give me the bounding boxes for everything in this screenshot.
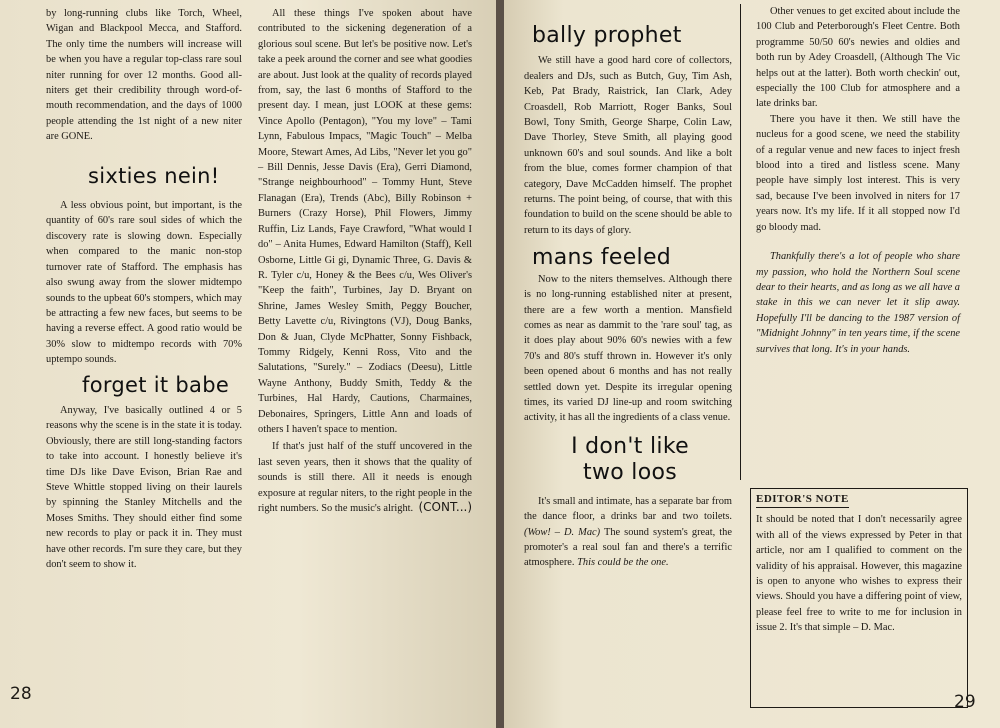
forget-paragraph: Anyway, I've basically outlined 4 or 5 reasons why the scene is in the state it is today. Obviously, there are still long-standing factors to take into account. I honestly believe it's time DJs like Dave Evison, Brian Rae and Steve Whittle stopped living on their laurels by spinning the Stanley Mitchells and the Moses Smiths. They should either find some new records to play or pack it in. They must have other records. I'm sure they care, but they don't seem to show it. [46,404,242,570]
other-venues-paragraph: Other venues to get excited about include the 100 Club and Peterborough's Fleet Centre. Both programme 50/50 60's newies and oldies and both run by Adey Croasdell, (Although The Vic helps out at the latter). Both worth checkin' out, especially the 100 Club for atmosphere and a late drinks bar. [756,6,960,110]
thankfully-paragraph: Thankfully there's a lot of people who share my passion, who hold the Northern Soul scene dear to their hearts, and as long as we all have a stake in this we can never let it slip away. Hopefully I'll be dancing to the 1987 version of "Midnight Johnny" in ten years time, if the scene survives that long. It's in your hands. [756,251,960,355]
page-number-right: 29 [954,692,976,712]
right-page [504,0,1000,728]
half-stuff-paragraph: If that's just half of the stuff uncovered in the last seven years, then it shows that the quality of sounds is still there. All it needs is enough exposure at regular niters, to the right people in the right numbers. So the music's alright. [258,441,472,514]
heading-two-loos: I don't like two loos [571,433,689,485]
two-loos-paragraph [524,494,732,571]
sixties-paragraph: A less obvious point, but important, is the quantity of 60's rare soul sides of which the discovery rate is slowing down. Especially when compared to the manic non-stop turnover rate of Stafford. The emphasis has also swung away from the slower midtempo sounds to the upbeat 60's stompers, which may be attracting a few new faces, but seems to be having a reverse effect. A good ratio would be 30% slow to midtempo records with 70% uptempo sounds. [46,200,242,366]
column-rule [740,4,741,480]
heading-forget-it-babe: forget it babe [82,372,230,397]
page-number-left: 28 [10,684,32,704]
two-loos-text-2: The sound system's great, the promoter's a real soul fan and there's a terrific atmosphere. [524,526,732,569]
left-page [0,0,496,728]
heading-bally-prophet: bally prophet [532,23,682,48]
two-loos-ending: This could be the one. [577,557,669,569]
left-col-1 [46,6,242,572]
editors-note [756,492,962,636]
left-col-2 [258,6,472,516]
book-gutter [496,0,504,728]
continued-label: (CONT...) [418,500,472,515]
right-col-1 [524,23,732,571]
mansfield-paragraph: Now to the niters themselves. Although there is no long-running established niter at present, there are a few worth a mention. Mansfield comes as near as dammit to the 'rare soul' tag, as it does play about 90% 60's newies with a few 70's and 80's stuff thrown in. However it's only been opened about 6 months and has not really settled down yet. Despite its irregular opening times, its varied DJ line-up and room switching activity, it has all the ingredients of a class venue. [524,273,732,424]
bally-paragraph: We still have a good hard core of collectors, dealers and DJs, such as Butch, Guy, Tim Ash, Keb, Pat Brady, Raistrick, Ian Clark, Adey Croasdell, Rob Marriott, Roger Banks, Soul Bowl, Tony Smith, George Sharpe, Colin Law, Dave Thorley, Steve Smith, all playing good unknown 60's and soul sounds. And like a bolt from the blue, comes former champion of that category, Dave McCadden himself. The prophet returns. The point being, of course, that with this foundation to build on the scene should be able to return to its days of glory. [524,55,732,236]
two-loos-text: It's small and intimate, has a separate bar from the dance floor, a drinks bar and two toilets. [524,495,732,523]
positive-paragraph: All these things I've spoken about have contributed to the sickening degeneration of a glorious soul scene. But let's be positive now. Let's take a peek around the corner and see what goodies are about. Just look at the quality of records played from, say, the last 6 months of Stafford to the present day. I mean, just LOOK at these gems: Vince Apollo (Pentagon), "You my love" – Tami Lynn, Fabulous Impacs, "Magic Touch" – Melba Moore, Stewart Ames, Ad Libs, "Never let you go" – Bill Dennis, Jesse Davis (Era), Gerri Diamond, "Strange neighbourhood" – Tommy Hunt, Steve Flanagan (Era), Trends (Abc), Billy Robinson + Burners (Crazy Horse), Phil Flowers, Jimmy Ruffin, Liz Lands, Faye Crawford, "What would I do" – Anita Humes, Edward Hamilton (Staff), Kell Osborne, Little Gi gi, Dynamic Three, G. Davis & R. Tyler c/u, Honey & the Bees c/u, Wes Oliver's "Keep the faith", Turbines, Jay D. Bryant on Shrine, James Wesley Smith, Peggy Boucher, Betty Lavette c/u, Rivingtons (VJ), Doug Banks, Don & Juan, Clyde McPhatter, Sonny Fishback, Tommy Ridgely, Kenni Ross, Vito and the Salutations, "Surely." – Zodiacs (Deesu), Little Wayne Anthony, Buddy Smith, Teddy & the Turbines, Hal Hardy, Cautions, Charmaines, Debonaires, Springers, Little Ann and loads of others I haven't space to mention. [258,8,472,435]
editors-note-body: It should be noted that I don't necessarily agree with all of the views expressed by Peter in that article, nor am I qualified to comment on the validity of his appraisal. However, this magazine is open to anyone who wishes to express their views. Should you have a differing point of view, please feel free to write to me for inclusion in issue 2. It's that simple – D. Mac. [756,514,962,634]
editor-aside: (Wow! – D. Mac) [524,526,601,538]
right-col-2 [756,4,960,357]
heading-sixties-nein: sixties nein! [88,163,220,188]
editors-note-title: EDITOR'S NOTE [756,492,849,508]
heading-mans-feeled: mans feeled [532,245,672,271]
there-you-have-it-paragraph: There you have it then. We still have the nucleus for a good scene, we need the stability of a regular venue and new faces to inject fresh blood into a tired and listless scene. Many people have simply lost interest. This is very sad, because I've been involved in niters for 17 years now. It's my life. If it all stopped now I'd go bloody mad. [756,113,960,233]
intro-paragraph: by long-running clubs like Torch, Wheel, Wigan and Blackpool Mecca, and Stafford. The only time the numbers will increase will be when you have a regular top-class rare soul niter running for over 12 months. Good all-niters get their credibility through word-of-mouth recommendation, and the days of 1000 people attending the 1st night of a new niter are GONE. [46,8,242,143]
